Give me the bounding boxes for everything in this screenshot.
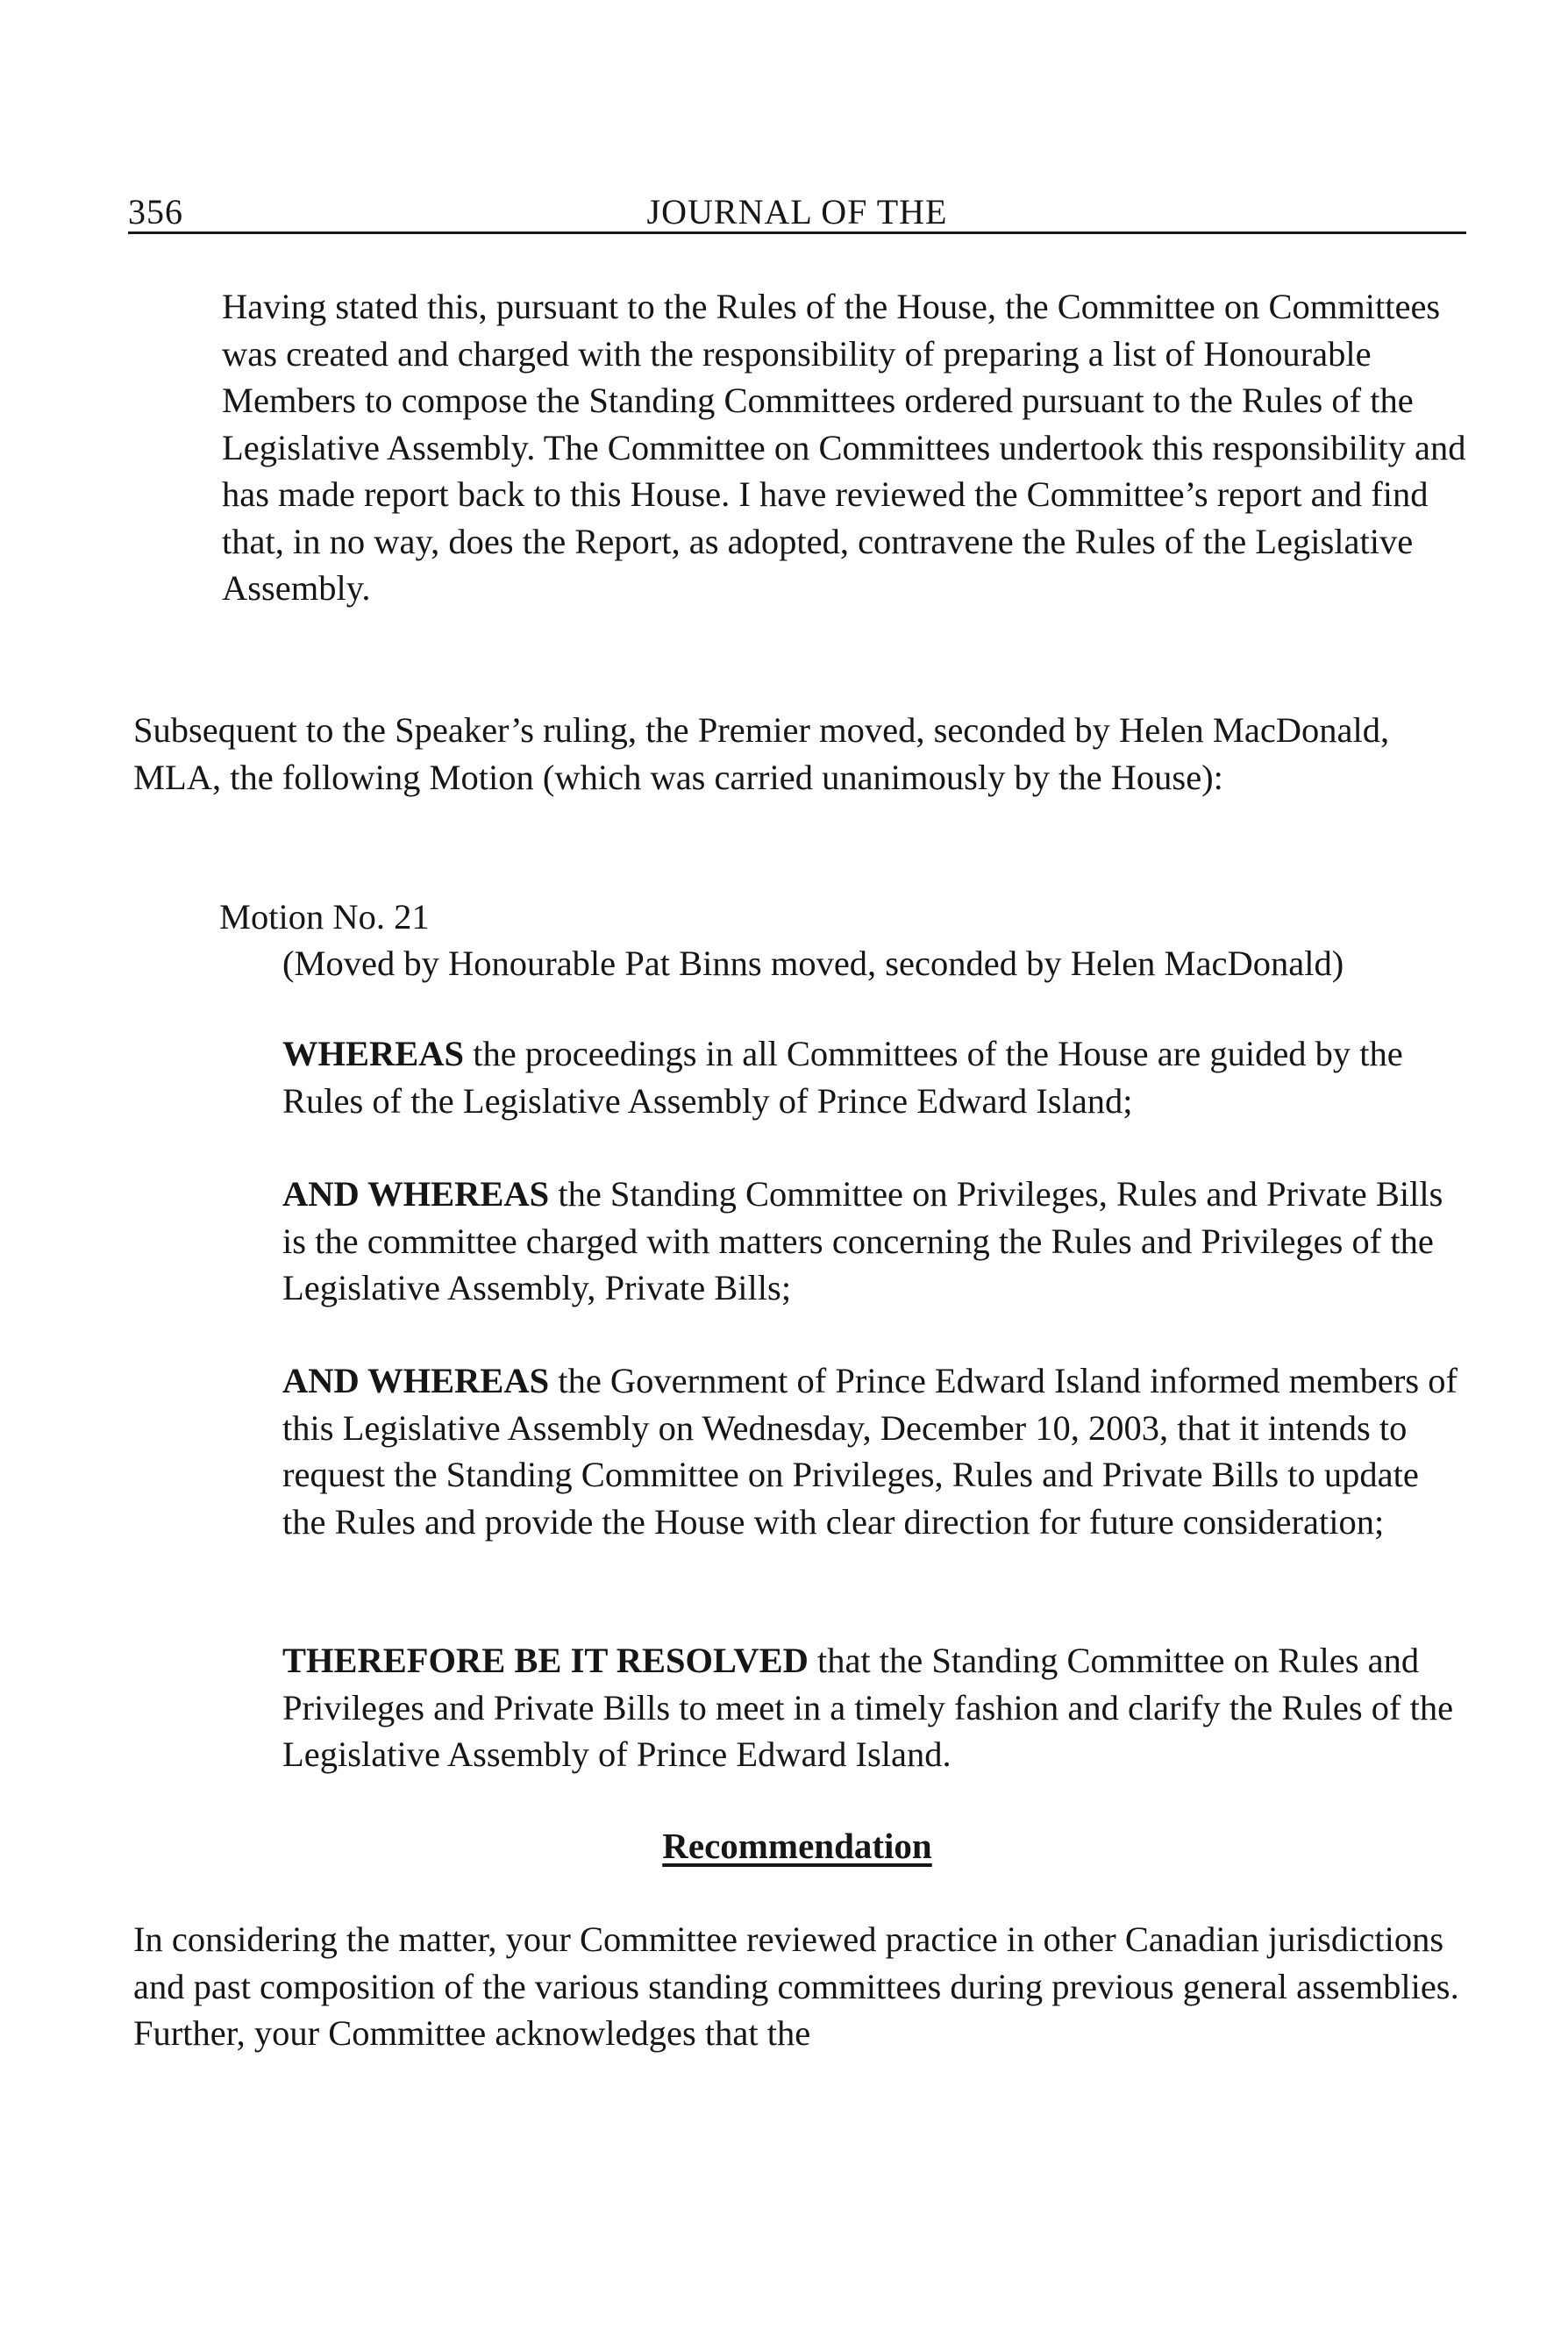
- motion-number: Motion No. 21: [219, 897, 430, 937]
- clause-keyword: WHEREAS: [282, 1034, 465, 1073]
- motion-clause-and-whereas-1: [282, 1171, 1471, 1312]
- clause-text: that the Standing Committee on Rules and Privileges and Private Bills to meet in a timely fashion and clarify the Rules of the Legislative Assembly of Prince Edward Island.: [282, 1641, 1454, 1774]
- running-head: JOURNAL OF THE: [646, 192, 948, 231]
- clause-text: the Standing Committee on Privileges, Rules and Private Bills is the committee charged with matters concerning the Rules and Privileges of the Legislative Assembly, Private Bills;: [282, 1174, 1443, 1307]
- clause-keyword: THEREFORE BE IT RESOLVED: [282, 1641, 809, 1680]
- clause-keyword: AND WHEREAS: [282, 1361, 550, 1400]
- clause-text: the proceedings in all Committees of the House are guided by the Rules of the Legislative Assembly of Prince Edward Island;: [282, 1034, 1403, 1121]
- motion-moved-by: (Moved by Honourable Pat Binns moved, seconded by Helen MacDonald): [282, 944, 1344, 983]
- recommendation-paragraph: In considering the matter, your Committee reviewed practice in other Canadian jurisdictions and past composition of the various standing committees during previous general assemblies. Further, your Committee acknowledges that the: [133, 1919, 1459, 2053]
- clause-keyword: AND WHEREAS: [282, 1174, 550, 1214]
- quoted-speaker-ruling: Having stated this, pursuant to the Rules of the House, the Committee on Committees was created and charged with the responsibility of preparing a list of Honourable Members to compose the Standing Committees ordered pursuant to the Rules of the Legislative Assembly. The Committee on Committees undertook this responsibility and has made report back to this House. I have reviewed the Committee’s report and find that, in no way, does the Report, as adopted, contravene the Rules of the Legislative Assembly.: [222, 287, 1466, 608]
- clause-text: the Government of Prince Edward Island informed members of this Legislative Assembly on Wednesday, December 10, 2003, that it intends to request the Standing Committee on Privileges, Rules and Private Bills to update the Rules and provide the House with clear direction for future consideration;: [282, 1361, 1458, 1542]
- motion-clause-and-whereas-2: [282, 1357, 1471, 1545]
- recommendation-heading: Recommendation: [662, 1826, 932, 1866]
- page-number: 356: [128, 192, 183, 231]
- motion-clause-whereas: [282, 1030, 1471, 1124]
- subsequent-motion-paragraph: Subsequent to the Speaker’s ruling, the Premier moved, seconded by Helen MacDonald, MLA, the following Motion (which was carried unanimously by the House):: [133, 710, 1390, 797]
- motion-clause-resolved: [282, 1637, 1471, 1778]
- page-header: [128, 188, 1466, 234]
